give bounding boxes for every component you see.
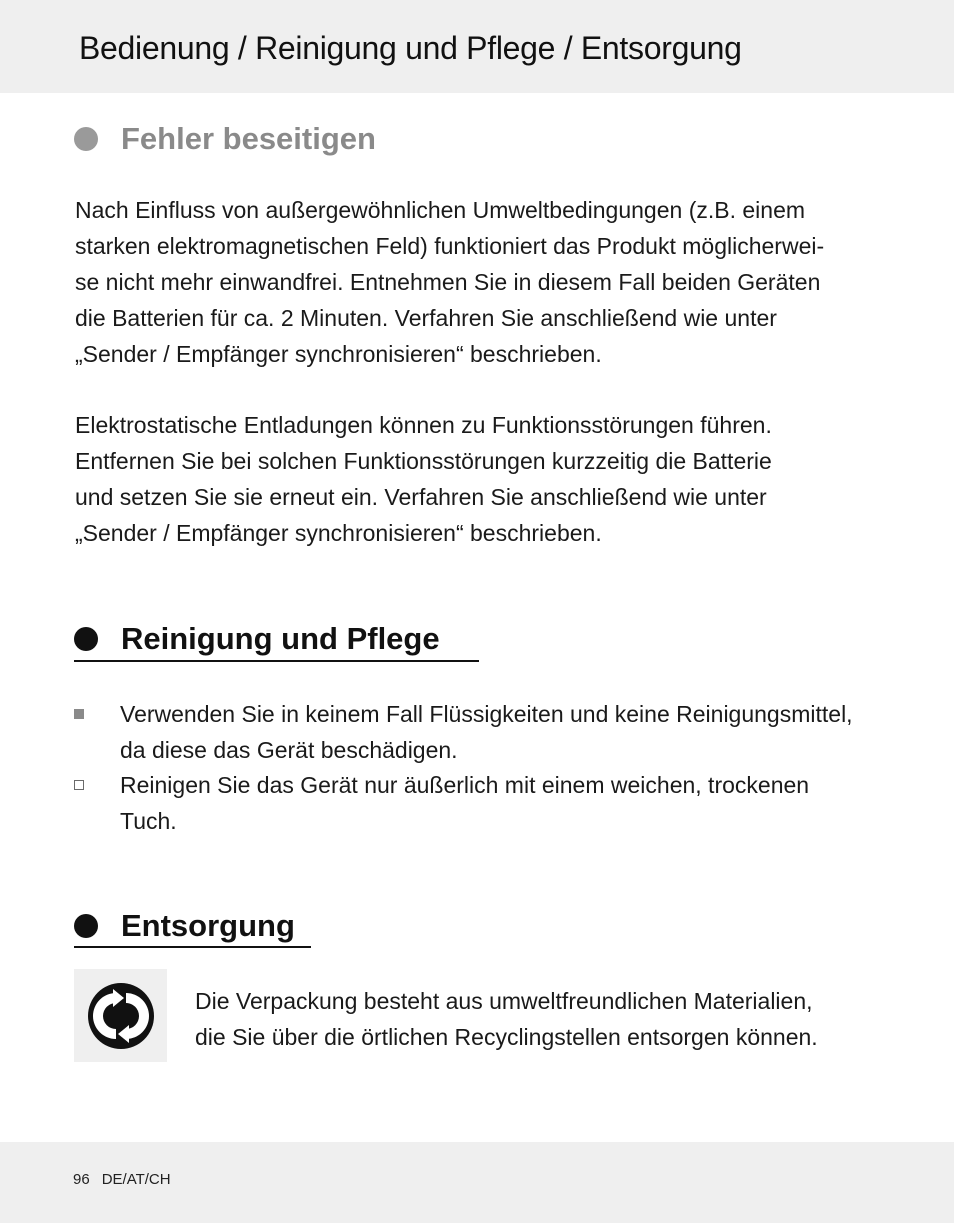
section-bullet-icon (74, 127, 98, 151)
text-line: und setzen Sie sie erneut ein. Verfahren Sie anschließend wie unter (75, 484, 767, 510)
text-line: die Sie über die örtlichen Recyclingstellen entsorgen können. (195, 1024, 818, 1050)
section-underline (74, 946, 311, 948)
entsorgung-text (195, 983, 818, 1055)
text-line: Elektrostatische Entladungen können zu Funktionsstörungen führen. (75, 412, 772, 438)
section-title-entsorgung: Entsorgung (121, 908, 295, 943)
text-line: da diese das Gerät beschädigen. (120, 737, 458, 763)
hollow-square-bullet-icon (74, 780, 84, 790)
region-label: DE/AT/CH (101, 1171, 171, 1188)
text-line: „Sender / Empfänger synchronisieren“ beschrieben. (75, 520, 602, 546)
text-line: Nach Einfluss von außergewöhnlichen Umweltbedingungen (z.B. einem (75, 197, 806, 223)
list-item-text (120, 767, 809, 839)
section-title-fehler: Fehler beseitigen (121, 121, 376, 156)
list-item-text (120, 696, 853, 768)
text-line: Reinigen Sie das Gerät nur äußerlich mit einem weichen, trockenen (120, 772, 810, 798)
paragraph-fehler-1 (75, 192, 885, 372)
text-line: Entfernen Sie bei solchen Funktionsstörungen kurzzeitig die Batterie (75, 448, 772, 474)
section-title-reinigung: Reinigung und Pflege (121, 621, 440, 656)
section-heading-entsorgung (74, 908, 295, 944)
text-line: die Batterien für ca. 2 Minuten. Verfahren Sie anschließend wie unter (75, 305, 777, 331)
text-line: Verwenden Sie in keinem Fall Flüssigkeiten und keine Reinigungsmittel, (120, 701, 853, 727)
text-line: se nicht mehr einwandfrei. Entnehmen Sie in diesem Fall beiden Geräten (75, 269, 821, 295)
recycling-icon-box (74, 969, 167, 1062)
section-underline (74, 660, 479, 662)
text-line: starken elektromagnetischen Feld) funktioniert das Produkt möglicherwei- (75, 233, 825, 259)
page-number: 96 (73, 1171, 90, 1188)
section-heading-reinigung-und-pflege (74, 621, 440, 657)
page-title: Bedienung / Reinigung und Pflege / Entsorgung (79, 30, 742, 66)
section-bullet-icon (74, 914, 98, 938)
text-line: „Sender / Empfänger synchronisieren“ beschrieben. (75, 341, 602, 367)
filled-square-bullet-icon (74, 709, 84, 719)
text-line: Die Verpackung besteht aus umweltfreundlichen Materialien, (195, 988, 813, 1014)
section-heading-fehler-beseitigen (74, 121, 376, 157)
text-line: Tuch. (120, 808, 177, 834)
footer (73, 1171, 171, 1188)
section-bullet-icon (74, 627, 98, 651)
paragraph-fehler-2 (75, 407, 885, 551)
green-dot-recycling-icon (86, 981, 156, 1051)
